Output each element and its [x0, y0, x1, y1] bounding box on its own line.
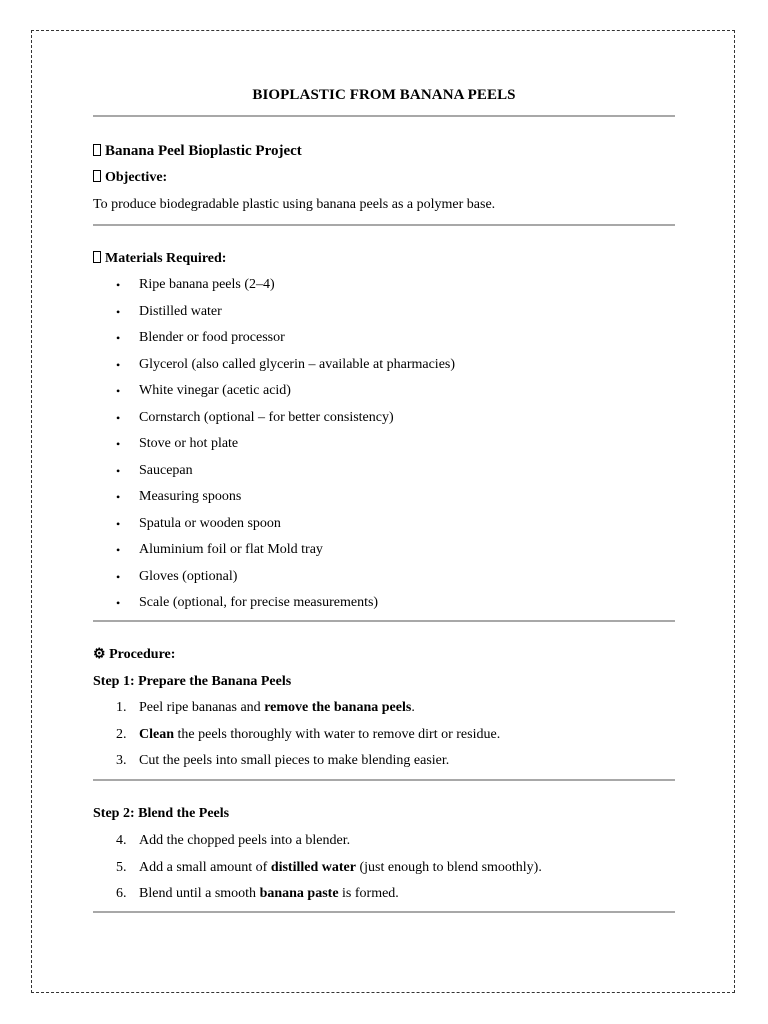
step-text-plain: Blend until a smooth — [139, 886, 260, 901]
step-text-plain: Add the chopped peels into a blender. — [139, 833, 351, 848]
bullet-icon: • — [116, 331, 121, 345]
step-text-plain: Peel ripe bananas and — [139, 700, 265, 715]
objective-text: To produce biodegradable plastic using banana peels as a polymer base. — [93, 197, 496, 212]
step-text-plain: . — [411, 700, 415, 715]
list-item-text: Glycerol (also called glycerin – available at pharmacies) — [139, 357, 456, 372]
missing-glyph-icon — [93, 144, 101, 156]
list-item-text: Ripe banana peels (2–4) — [139, 277, 275, 292]
divider — [93, 115, 675, 117]
step-number: 2. — [116, 727, 127, 742]
step-text — [139, 726, 500, 744]
step1-heading: Step 1: Prepare the Banana Peels — [93, 674, 292, 689]
list-item-text: White vinegar (acetic acid) — [139, 383, 291, 398]
step-text — [139, 859, 542, 877]
divider — [93, 224, 675, 226]
objective-heading: Objective: — [93, 169, 167, 187]
divider — [93, 620, 675, 622]
list-item-text: Cornstarch (optional – for better consistency) — [139, 410, 394, 425]
bullet-icon: • — [116, 543, 121, 557]
bullet-icon: • — [116, 464, 121, 478]
bullet-icon: • — [116, 384, 121, 398]
step-text-plain: is formed. — [338, 886, 399, 901]
step-text-plain: the peels thoroughly with water to remove dirt or residue. — [174, 727, 501, 742]
step-number: 5. — [116, 860, 127, 875]
list-item-text: Spatula or wooden spoon — [139, 516, 281, 531]
list-item-text: Scale (optional, for precise measurements) — [139, 595, 379, 610]
step-text — [139, 699, 415, 717]
step-text — [139, 885, 399, 903]
step-number: 6. — [116, 886, 127, 901]
step-text — [139, 832, 350, 850]
list-item-text: Stove or hot plate — [139, 436, 239, 451]
list-item-text: Distilled water — [139, 304, 222, 319]
bullet-icon: • — [116, 358, 121, 372]
missing-glyph-icon — [93, 251, 101, 263]
step-text-plain: Cut the peels into small pieces to make blending easier. — [139, 753, 450, 768]
step2-heading: Step 2: Blend the Peels — [93, 806, 230, 821]
list-item-text: Aluminium foil or flat Mold tray — [139, 542, 323, 557]
bullet-icon: • — [116, 305, 121, 319]
step-text — [139, 752, 449, 770]
step-text-bold: Clean — [139, 727, 174, 742]
bullet-icon: • — [116, 517, 121, 531]
bullet-icon: • — [116, 490, 121, 504]
project-heading: Banana Peel Bioplastic Project — [93, 142, 302, 160]
step-number: 4. — [116, 833, 127, 848]
step-text-plain: Add a small amount of — [139, 860, 271, 875]
gear-icon: ⚙ — [93, 647, 106, 662]
bullet-icon: • — [116, 570, 121, 584]
step-number: 3. — [116, 753, 127, 768]
step-number: 1. — [116, 700, 127, 715]
bullet-icon: • — [116, 411, 121, 425]
document-title: BIOPLASTIC FROM BANANA PEELS — [252, 87, 516, 103]
bullet-icon: • — [116, 278, 121, 292]
step-text-bold: distilled water — [270, 860, 356, 875]
list-item-text: Blender or food processor — [139, 330, 285, 345]
procedure-heading: ⚙ Procedure: — [93, 647, 176, 662]
step-text-bold: banana paste — [259, 886, 339, 901]
missing-glyph-icon — [93, 170, 101, 182]
list-item-text: Gloves (optional) — [139, 569, 238, 584]
bullet-icon: • — [116, 437, 121, 451]
divider — [93, 911, 675, 913]
divider — [93, 779, 675, 781]
bullet-icon: • — [116, 596, 121, 610]
step-text-plain: (just enough to blend smoothly). — [355, 860, 542, 875]
materials-heading: Materials Required: — [93, 250, 226, 268]
step-text-bold: remove the banana peels — [264, 700, 412, 715]
list-item-text: Saucepan — [139, 463, 193, 478]
list-item-text: Measuring spoons — [139, 489, 242, 504]
